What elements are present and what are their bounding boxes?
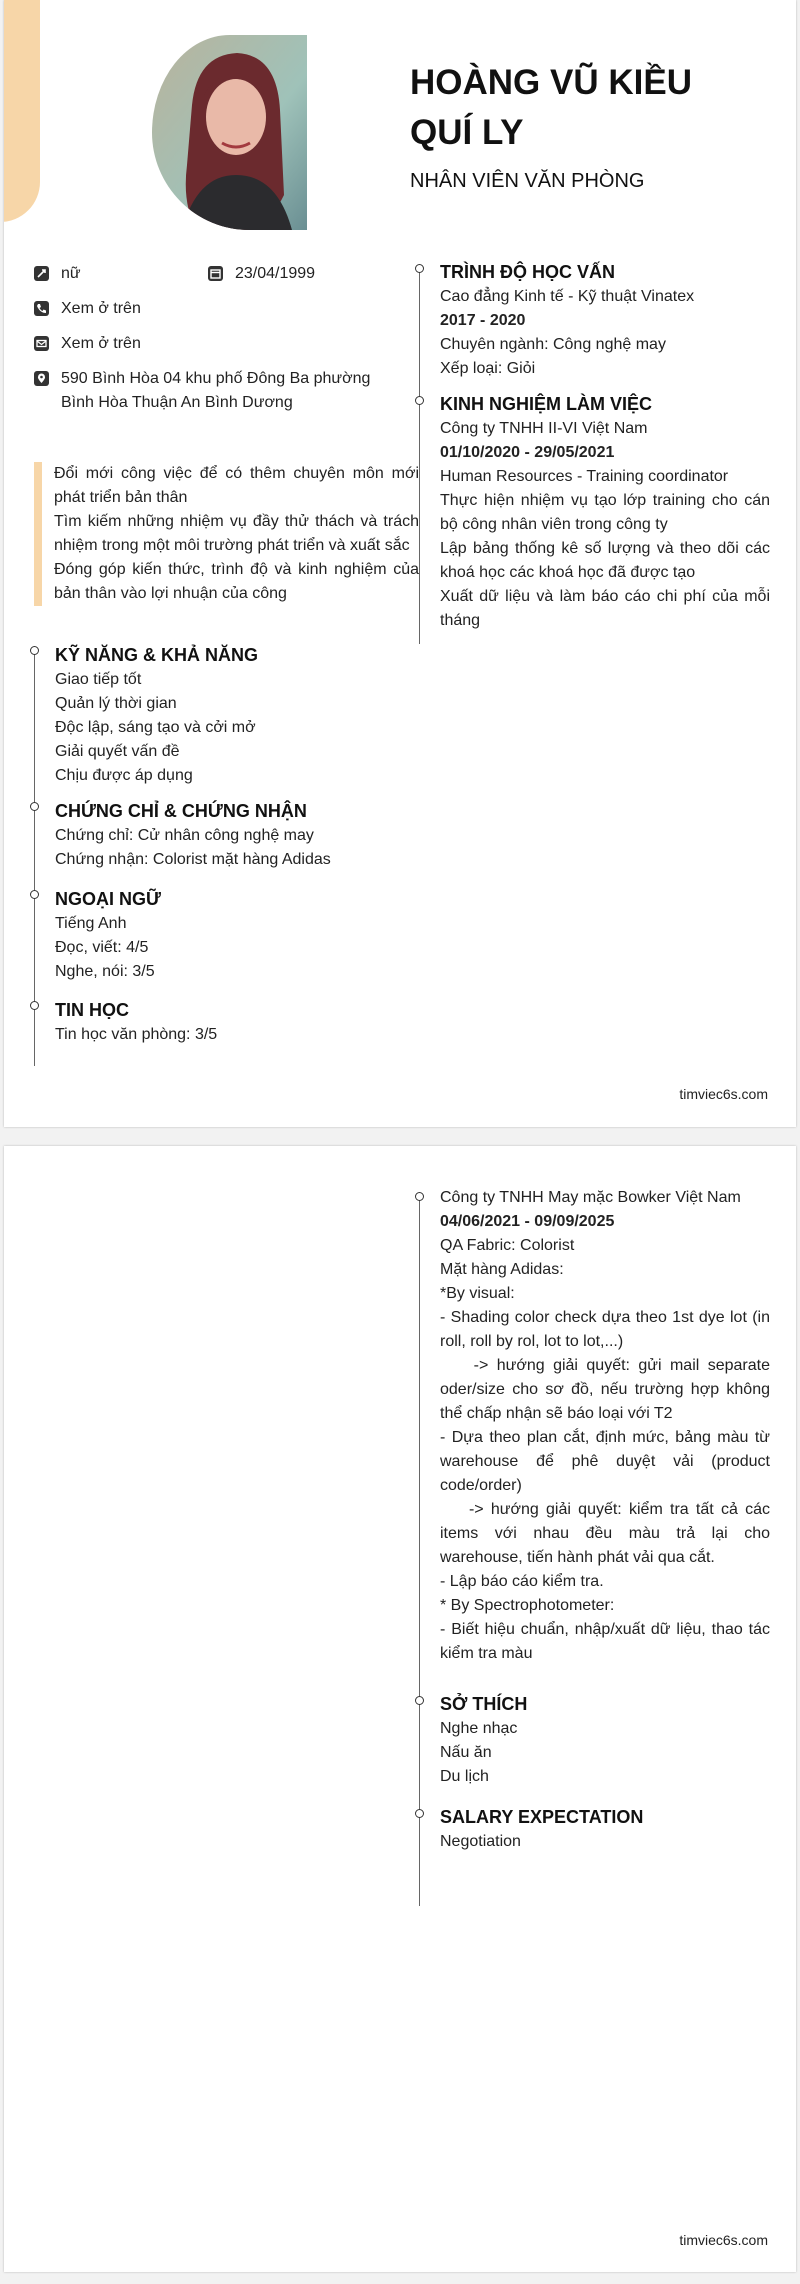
timeline-dot bbox=[415, 1696, 424, 1705]
job-detail: - Biết hiệu chuẩn, nhập/xuất dữ liệu, thao tác kiểm tra màu bbox=[440, 1621, 770, 1662]
section-title: KINH NGHIỆM LÀM VIỆC bbox=[440, 394, 653, 414]
list-item: Chứng chỉ: Cử nhân công nghệ may bbox=[55, 827, 314, 844]
section-title: TRÌNH ĐỘ HỌC VẤN bbox=[440, 262, 615, 282]
job-detail: *By visual: bbox=[440, 1285, 515, 1302]
list-item: Chứng nhận: Colorist mặt hàng Adidas bbox=[55, 851, 331, 868]
objective-line: Đóng góp kiến thức, trình độ và kinh nghiệm của bản thân vào lợi nhuận của công bbox=[54, 561, 419, 602]
job-role: Human Resources - Training coordinator bbox=[440, 468, 729, 485]
avatar bbox=[152, 35, 307, 230]
timeline-dot bbox=[415, 1809, 424, 1818]
list-item: Đọc, viết: 4/5 bbox=[55, 939, 149, 956]
company-name: Công ty TNHH II-VI Việt Nam bbox=[440, 420, 648, 437]
candidate-name: HOÀNG VŨ KIỀU QUÍ LY bbox=[410, 63, 692, 152]
address-row bbox=[34, 367, 374, 415]
job-detail: - Shading color check dựa theo 1st dye lot (in roll, roll by rol, lot to lot,...) bbox=[440, 1309, 770, 1350]
list-item: Tin học văn phòng: 3/5 bbox=[55, 1026, 218, 1043]
timeline-dot bbox=[30, 646, 39, 655]
list-item: Tiếng Anh bbox=[55, 915, 127, 932]
cv-page-1 bbox=[4, 0, 796, 1127]
candidate-title: NHÂN VIÊN VĂN PHÒNG bbox=[410, 170, 645, 192]
section-title: SALARY EXPECTATION bbox=[440, 1807, 644, 1827]
phone-value[interactable]: Xem ở trên bbox=[61, 300, 141, 317]
timeline-dot bbox=[415, 1192, 424, 1201]
list-item: Du lịch bbox=[440, 1768, 489, 1785]
phone-icon bbox=[34, 301, 49, 316]
list-item: Quản lý thời gian bbox=[55, 695, 177, 712]
salary-value: Negotiation bbox=[440, 1833, 521, 1850]
hobbies-section bbox=[440, 1691, 770, 1789]
section-title: KỸ NĂNG & KHẢ NĂNG bbox=[55, 645, 259, 665]
accent-tab bbox=[4, 0, 40, 222]
email-value[interactable]: Xem ở trên bbox=[61, 335, 141, 352]
email-icon bbox=[34, 336, 49, 351]
timeline-dot bbox=[30, 890, 39, 899]
company-name: Công ty TNHH May mặc Bowker Việt Nam bbox=[440, 1189, 741, 1206]
job-detail: Xuất dữ liệu và làm báo cáo chi phí của mỗi tháng bbox=[440, 588, 770, 629]
skills-section bbox=[55, 642, 395, 788]
section-title: CHỨNG CHỈ & CHỨNG NHẬN bbox=[55, 801, 307, 821]
list-item: Giao tiếp tốt bbox=[55, 671, 142, 688]
job-detail: Lập bảng thống kê số lượng và theo dõi các khoá học các khoá học đã được tạo bbox=[440, 540, 770, 581]
phone-row bbox=[34, 297, 141, 321]
job-detail: -> hướng giải quyết: gửi mail separate oder/size cho sơ đồ, nếu trường hợp không thể chấp nhận sẽ báo loại với T2 bbox=[440, 1357, 775, 1422]
job-period: 04/06/2021 - 09/09/2025 bbox=[440, 1213, 615, 1230]
education-period: 2017 - 2020 bbox=[440, 312, 526, 329]
list-item: Giải quyết vấn đề bbox=[55, 743, 180, 760]
cv-page-2 bbox=[4, 1146, 796, 2272]
school-name: Cao đẳng Kinh tế - Kỹ thuật Vinatex bbox=[440, 288, 695, 305]
education-major: Chuyên ngành: Công nghệ may bbox=[440, 336, 666, 353]
experience-continued bbox=[440, 1186, 775, 1666]
job-detail: - Dựa theo plan cắt, định mức, bảng màu từ warehouse để phê duyệt vải (product code/order) bbox=[440, 1429, 770, 1494]
certificates-section bbox=[55, 798, 395, 872]
email-row bbox=[34, 332, 141, 356]
job-detail: Mặt hàng Adidas: bbox=[440, 1261, 564, 1278]
education-section bbox=[440, 259, 770, 381]
experience-section bbox=[440, 391, 770, 633]
gender-value: nữ bbox=[61, 265, 81, 282]
footer-site[interactable]: timviec6s.com bbox=[679, 1086, 768, 1102]
job-role: QA Fabric: Colorist bbox=[440, 1237, 575, 1254]
gender-icon bbox=[34, 266, 49, 281]
salary-section bbox=[440, 1804, 770, 1854]
objective-line: Đổi mới công việc để có thêm chuyên môn mới phát triển bản thân bbox=[54, 465, 419, 506]
section-title: NGOẠI NGỮ bbox=[55, 889, 161, 909]
job-detail: * By Spectrophotometer: bbox=[440, 1597, 615, 1614]
job-detail: -> hướng giải quyết: kiểm tra tất cả các items với nhau đều màu trả lại cho warehouse, tiến hành phát vải qua cắt. bbox=[440, 1501, 775, 1566]
birthday-value: 23/04/1999 bbox=[235, 265, 316, 282]
job-detail: Thực hiện nhiệm vụ tạo lớp training cho cán bộ công nhân viên trong công ty bbox=[440, 492, 770, 533]
languages-section bbox=[55, 886, 395, 984]
education-grade: Xếp loại: Giỏi bbox=[440, 360, 536, 377]
footer-site[interactable]: timviec6s.com bbox=[679, 2232, 768, 2248]
timeline-dot bbox=[415, 396, 424, 405]
career-objective bbox=[34, 462, 419, 606]
list-item: Nghe, nói: 3/5 bbox=[55, 963, 155, 980]
section-title: TIN HỌC bbox=[55, 1000, 129, 1020]
list-item: Chịu được áp dụng bbox=[55, 767, 193, 784]
timeline-dot bbox=[415, 264, 424, 273]
section-title: SỞ THÍCH bbox=[440, 1694, 528, 1714]
list-item: Nghe nhạc bbox=[440, 1720, 518, 1737]
birthday-row bbox=[208, 262, 315, 286]
it-section bbox=[55, 997, 395, 1047]
job-detail: - Lập báo cáo kiểm tra. bbox=[440, 1573, 604, 1590]
right-timeline-line bbox=[419, 268, 420, 644]
calendar-icon bbox=[208, 266, 223, 281]
timeline-dot bbox=[30, 802, 39, 811]
list-item: Độc lập, sáng tạo và cởi mở bbox=[55, 719, 256, 736]
right-timeline-line bbox=[419, 1196, 420, 1906]
objective-line: Tìm kiếm những nhiệm vụ đầy thử thách và trách nhiệm trong một môi trường phát triển và xuất sắc bbox=[54, 513, 419, 554]
job-period: 01/10/2020 - 29/05/2021 bbox=[440, 444, 615, 461]
gender-row bbox=[34, 262, 81, 286]
list-item: Nấu ăn bbox=[440, 1744, 492, 1761]
timeline-dot bbox=[30, 1001, 39, 1010]
address-value: 590 Bình Hòa 04 khu phố Đông Ba phường Bình Hòa Thuận An Bình Dương bbox=[61, 370, 371, 411]
location-pin-icon bbox=[34, 371, 49, 386]
